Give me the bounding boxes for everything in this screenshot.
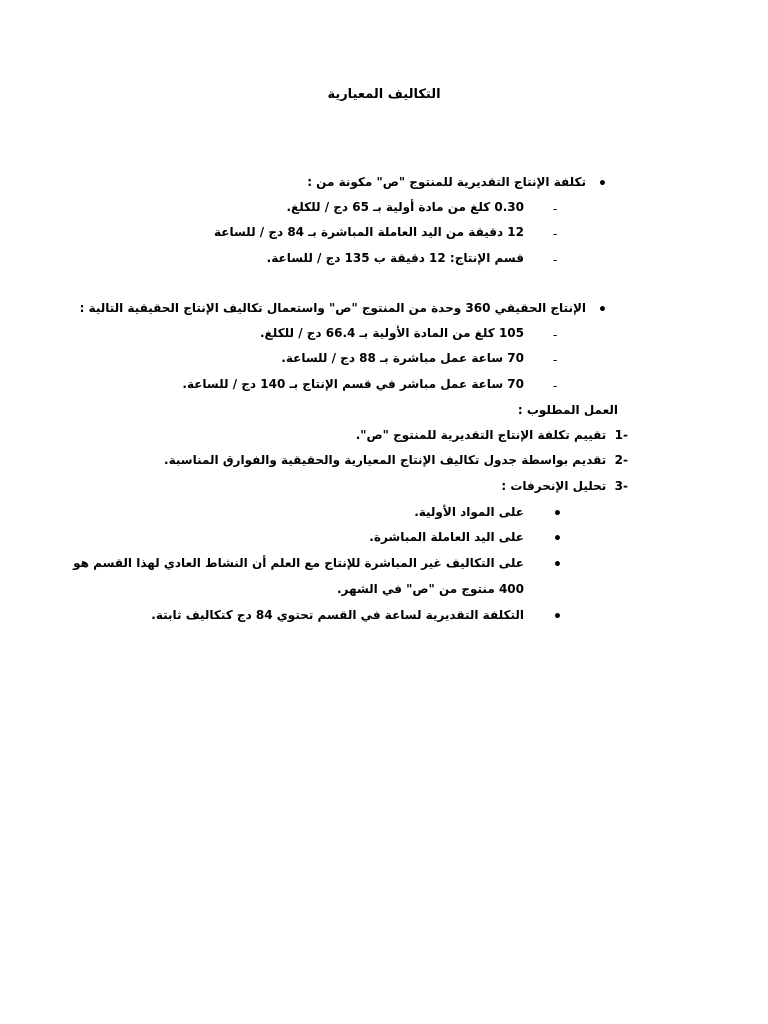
task-3 [501,478,628,494]
section2-item-3: 70 ساعة عمل مباشر في قسم الإنتاج بـ 140 دج / للساعة. [182,377,524,391]
bullet-sub-2: • [553,531,562,547]
section2-item-2: 70 ساعة عمل مباشرة بـ 88 دج / للساعة. [281,351,524,365]
section1-heading: تكلفة الإنتاج التقديرية للمنتوج "ص" مكونة من : [307,175,586,189]
dash-s1-1: - [553,202,558,216]
page-title: التكاليف المعيارية [327,87,441,102]
dash-s1-2: - [553,227,558,241]
task-1-text: تقييم تكلفة الإنتاج التقديرية للمنتوج "ص". [355,428,607,442]
bullet-section1: • [598,176,607,192]
dash-s2-2: - [553,353,558,367]
dash-s1-3: - [553,253,558,267]
section2-item-1: 105 كلغ من المادة الأولية بـ 66.4 دج / للكلغ. [259,326,524,340]
dash-s2-1: - [553,328,558,342]
required-heading: العمل المطلوب : [517,403,618,417]
task-2-text: تقديم بواسطة جدول تكاليف الإنتاج المعيارية والحقيقية والفوارق المناسبة. [164,453,607,467]
bullet-sub-1: • [553,506,562,522]
dash-s2-3: - [553,379,558,393]
subitem-2: على اليد العاملة المباشرة. [369,530,524,544]
task-2-number: -2 [614,453,628,467]
subitem-3: على التكاليف غير المباشرة للإنتاج مع العلم أن النشاط العادي لهذا القسم هو [73,556,524,570]
section1-item-3: قسم الإنتاج: 12 دقيقة ب 135 دج / للساعة. [266,251,524,265]
section2-heading: الإنتاج الحقيقي 360 وحدة من المنتوج "ص" واستعمال تكاليف الإنتاج الحقيقية التالية : [79,301,586,315]
task-1 [356,427,628,443]
subitem-3-continuation: 400 منتوج من "ص" في الشهر. [337,582,524,596]
task-3-number: -3 [614,479,628,493]
section1-item-1: 0.30 كلغ من مادة أولية بـ 65 دج / للكلغ. [286,200,524,214]
task-3-text: تحليل الإنحرفات : [501,479,607,493]
bullet-sub-4: • [553,609,562,625]
task-2 [164,452,628,468]
bullet-section2: • [598,302,607,318]
bullet-sub-3: • [553,557,562,573]
subitem-1: على المواد الأولية. [414,505,524,519]
subitem-4: التكلفة التقديرية لساعة في القسم تحتوي 84 دج كتكاليف ثابتة. [151,608,524,622]
task-1-number: -1 [614,428,628,442]
section1-item-2: 12 دقيقة من اليد العاملة المباشرة بـ 84 دج / للساعة [213,225,524,239]
